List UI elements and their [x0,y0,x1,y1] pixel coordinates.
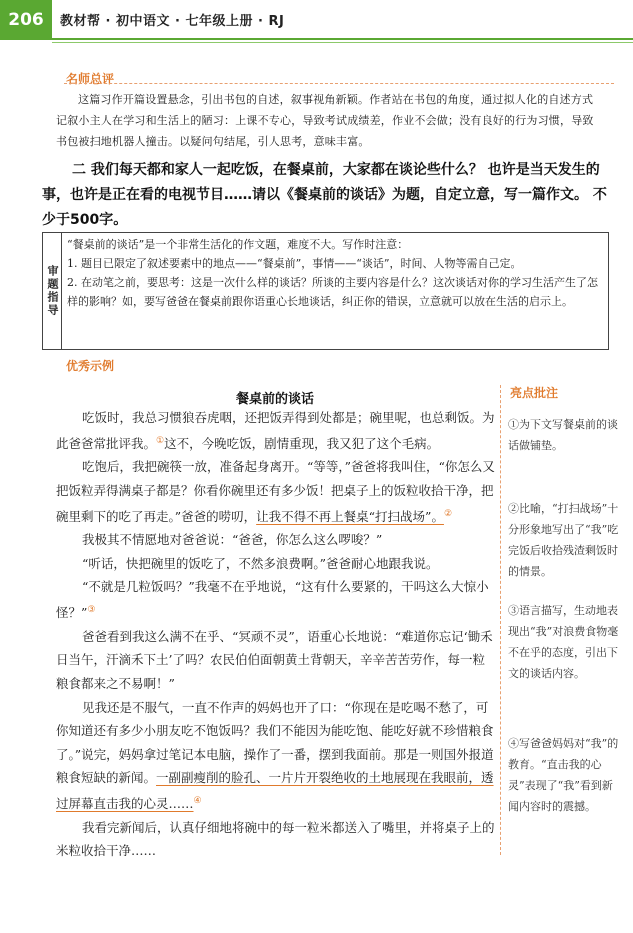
essay-body [56,406,496,863]
guide-line-2: 1. 题目已限定了叙述要素中的地点——“餐桌前”，事情——“谈话”，时间、人物等需自己定。 [67,257,522,270]
side-note: ④写爸爸妈妈对“我”的教育。“直击我的心灵”表现了“我”看到新闻内容时的震撼。 [508,737,619,813]
essay-paragraph: 爸爸看到我这么满不在乎、“冥顽不灵”，语重心长地说：“难道你忘记‘锄禾日当午，汗滴禾下土’了吗？农民伯伯面朝黄土背朝天，辛辛苦苦劳作，每一粒粮食都来之不易啊！” [56,628,493,691]
comment-marker: ① [156,435,165,446]
review-text: 这篇习作开篇设置悬念，引出书包的自述，叙事视角新颖。作者站在书包的角度，通过拟人化的自述方式记叙小主人在学习和生活上的陋习：上课不专心，导致考试成绩差，作业不会做；没有良好的行为习惯，导致书包被扫地机器人撞击。以疑问句结尾，引人思考，意味丰富。 [56,93,594,148]
essay-text: 吃饭时，我总习惯狼吞虎咽，还把饭弄得到处都是；碗里呢，也总剩饭。为此爸爸常批评我。 [56,410,495,451]
essay-paragraph [56,696,496,816]
side-divider [500,385,501,855]
guide-label: 审题指导 [43,233,62,349]
essay-text: 吃饱后，我把碗筷一放，准备起身离开。“等等，”爸爸将我叫住，“你怎么又把饭粒弄得满桌子都是？你看你碗里还有多少饭！把桌子上的饭粒收拾干净，把碗里剩下的吃了再走。”爸爸的唠叨， [56,459,495,524]
essay-text: “不就是几粒饭吗？”我毫不在乎地说，“这有什么要紧的，干吗这么大惊小怪？” [56,579,489,621]
comment-marker: ④ [193,795,202,806]
comment-marker: ② [443,508,453,519]
essay-paragraph: “听话，快把碗里的饭吃了，不然多浪费啊。”爸爸耐心地跟我说。 [82,555,439,571]
essay-underlined-text: 让我不得不再上餐桌“打扫战场”。 [256,508,444,524]
example-label: 优秀示例 [66,359,115,373]
essay-title: 餐桌前的谈话 [235,392,314,407]
book-title: 教材帮 · 初中语文 · 七年级上册 · RJ [60,14,285,29]
side-note: ①为下文写餐桌前的谈话做铺垫。 [508,418,618,452]
essay-paragraph [56,455,496,528]
page-number: 206 [0,0,52,40]
guide-content [67,235,602,311]
side-note: ③语言描写，生动地表现出“我”对浪费食物毫不在乎的态度，引出下文的谈话内容。 [508,604,619,680]
essay-paragraph: 我极其不情愿地对爸爸说：“爸爸，你怎么这么啰唆？” [82,532,383,548]
header-divider [52,38,633,40]
writing-task: 二 我们每天都和家人一起吃饭，在餐桌前，大家都在谈论些什么？ 也许是当天发生的事，也许是正在看的电视节目……请以《餐桌前的谈话》为题，自定立意，写一篇作文。 不少于500字。 [42,162,607,228]
essay-text: 这不，今晚吃饭，剧情重现，我又犯了这个毛病。 [164,435,440,451]
essay-paragraph [56,406,496,455]
essay-text: 见我还是不服气，一直不作声的妈妈也开了口：“你现在是吃喝不愁了，可你知道还有多少小朋友吃不饱饭吗？我们不能因为能吃饱、能吃好就不珍惜粮食了。”说完，妈妈拿过笔记本电脑，操作了一番，摆到我面前。那是一则国外报道粮食短缺的新闻。 [56,699,494,786]
guide-line-1: “餐桌前的谈话”是一个非常生活化的作文题，难度不大。写作时注意： [67,238,409,251]
review-label: 名师总评 [66,72,115,86]
guide-box [42,232,609,350]
essay-paragraph [56,575,496,624]
guide-line-3: 2. 在动笔之前，要思考：这是一次什么样的谈话？所谈的主要内容是什么？这次谈话对你的学习生活产生了怎样的影响？如，要写爸爸在餐桌前跟你语重心长地谈话，纠正你的错误，立意就可以放在生活的启示上。 [67,276,598,308]
side-notes-label: 亮点批注 [510,386,559,400]
header-divider-thin [52,42,633,43]
essay-paragraph: 我看完新闻后，认真仔细地将碗中的每一粒米都送入了嘴里，并将桌子上的米粒收拾干净…… [56,819,495,859]
essay-underlined-text: 一副副瘦削的脸孔、一片片开裂绝收的土地展现在我眼前，透过屏幕直击我的心灵…… [56,770,494,812]
comment-marker: ③ [87,605,96,616]
review-divider [64,83,614,84]
side-note: ②比喻，“打扫战场”十分形象地写出了“我”吃完饭后收拾残渣剩饭时的情景。 [508,502,619,578]
